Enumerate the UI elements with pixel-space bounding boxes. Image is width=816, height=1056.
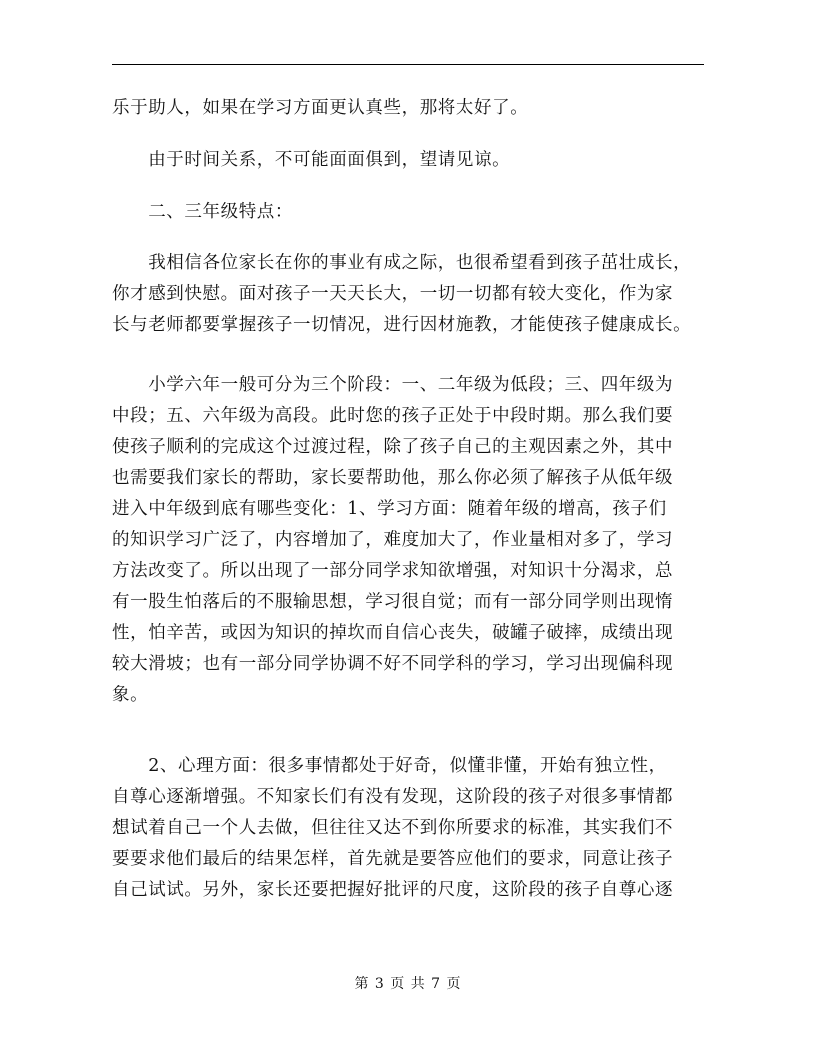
paragraph-apology: 由于时间关系，不可能面面俱到，望请见谅。 — [112, 150, 511, 170]
paragraph-continuation: 乐于助人，如果在学习方面更认真些，那将太好了。 — [112, 98, 529, 118]
header-rule — [112, 64, 704, 65]
paragraph-three-stages: 小学六年一般可分为三个阶段：一、二年级为低段；三、四年级为 中段；五、六年级为高段。此时您的孩子正处于中段时期。那么我们要 使孩子顺利的完成这个过渡过程，除了孩子自己的主观因素之外，其中 也需要我们家长的帮助，家长要帮助他，那么你必须了解孩子从低年级 进入中年级到底有哪些变化：1、学习方面：随着年级的增高，孩子们 的知识学习广泛了，内容增加了，难度加大了，作业量相对多了，学习 方法改变了。所以出现了一部分同学求知欲增强，对知识十分渴求，总 有一股生怕落后的不服输思想，学习很自觉；而有一部分同学则出现惰 性，怕辛苦，或因为知识的掉坎而自信心丧失，破罐子破摔，成绩出现 较大滑坡；也有一部分同学协调不好不同学科的学习，学习出现偏科现 象。 — [112, 375, 674, 705]
paragraph-psychology: 2、心理方面：很多事情都处于好奇，似懂非懂，开始有独立性， 自尊心逐渐增强。不知家长们有没有发现，这阶段的孩子对很多事情都 想试着自己一个人去做，但往往又达不到你所要求的标准，其实我们不 要要求他们最后的结果怎样，首先就是要答应他们的要求，同意让孩子 自己试试。另外，家长还要把握好批评的尺度，这阶段的孩子自尊心逐 — [112, 756, 674, 900]
section-heading-grade-three: 二、三年级特点： — [112, 202, 293, 222]
page-number-footer: 第 3 页 共 7 页 — [354, 976, 462, 992]
paragraph-parents-wish: 我相信各位家长在你的事业有成之际，也很希望看到孩子茁壮成长， 你才感到快慰。面对孩子一天天长大，一切一切都有较大变化，作为家 长与老师都要掌握孩子一切情况，进行因材施教，才能使孩子健康成长。 — [112, 253, 692, 335]
